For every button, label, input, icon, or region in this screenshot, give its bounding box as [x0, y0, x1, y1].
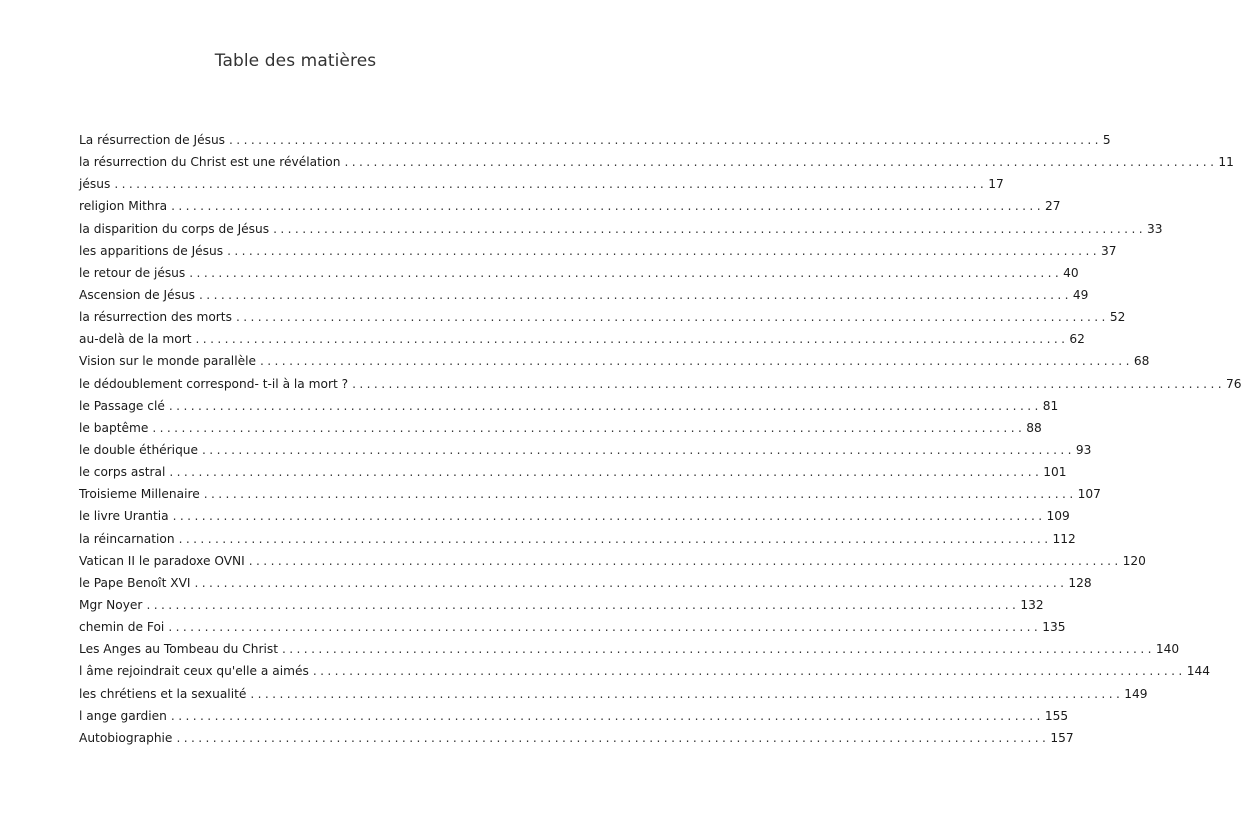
- toc-entry: [79, 284, 1089, 306]
- toc-entry-title: la disparition du corps de Jésus: [79, 221, 270, 236]
- toc-dot-leader: ........................................................................................................................: [189, 265, 1063, 280]
- toc-entry: [79, 240, 1117, 262]
- toc-dot-leader: ........................................................................................................................: [352, 376, 1225, 391]
- toc-entry: [79, 594, 1044, 616]
- toc-page-number: 40: [1063, 265, 1079, 280]
- toc-entry: [79, 218, 1163, 240]
- toc-dot-leader: ........................................................................................................................: [281, 642, 1155, 657]
- toc-dot-leader: ........................................................................................................................: [203, 487, 1077, 502]
- toc-page-number: 109: [1046, 509, 1070, 524]
- toc-entry: [79, 173, 1004, 195]
- toc-page-number: 62: [1069, 332, 1085, 347]
- toc-entry-title: Autobiographie: [79, 730, 173, 745]
- toc-entry: [79, 638, 1180, 660]
- toc-page-number: 135: [1042, 620, 1066, 635]
- toc-page-number: 112: [1052, 531, 1076, 546]
- toc-dot-leader: ........................................................................................................................: [168, 620, 1042, 635]
- toc-page-number: 5: [1102, 133, 1111, 147]
- toc-entry: [79, 373, 1242, 395]
- toc-dot-leader: ........................................................................................................................: [195, 332, 1069, 347]
- toc-page-number: 68: [1133, 354, 1150, 369]
- toc-page-number: 33: [1147, 221, 1163, 236]
- toc-dot-leader: ........................................................................................................................: [273, 221, 1146, 236]
- toc-entry-title: jésus: [79, 177, 111, 192]
- toc-entry-title: le Pape Benoît XVI: [79, 575, 191, 590]
- toc-entry-title: au-delà de la mort: [79, 332, 192, 347]
- toc-page-number: 49: [1072, 287, 1089, 302]
- toc-dot-leader: ........................................................................................................................: [250, 686, 1124, 701]
- toc-dot-leader: ........................................................................................................................: [344, 155, 1218, 170]
- toc-entry: [79, 505, 1070, 527]
- toc-entry: [79, 705, 1069, 727]
- toc-entry: [79, 550, 1146, 572]
- toc-entry: [79, 572, 1092, 594]
- toc-entry-title: Troisieme Millenaire: [79, 487, 200, 502]
- toc-page-number: 155: [1044, 708, 1069, 723]
- toc-page-number: 128: [1068, 575, 1092, 590]
- toc-entry-title: le Passage clé: [79, 398, 165, 413]
- toc-entry-title: les chrétiens et la sexualité: [79, 686, 247, 701]
- toc-entry-title: Vision sur le monde parallèle: [79, 354, 256, 369]
- toc-dot-leader: ........................................................................................................................: [176, 730, 1050, 745]
- toc-page-number: 107: [1077, 487, 1101, 502]
- toc-entry: [79, 439, 1092, 461]
- toc-entry-title: les apparitions de Jésus: [79, 243, 224, 258]
- toc-entry-title: La résurrection de Jésus: [79, 133, 226, 147]
- toc-entry: [79, 395, 1059, 417]
- toc-page-number: 17: [988, 177, 1004, 192]
- toc-entry: [79, 483, 1101, 505]
- toc-page-number: 157: [1050, 730, 1074, 745]
- toc-dot-leader: ........................................................................................................................: [152, 420, 1026, 435]
- toc-page-number: 52: [1109, 310, 1126, 325]
- toc-entry: [79, 417, 1042, 439]
- toc-entry-title: la réincarnation: [79, 531, 175, 546]
- toc-entry: [79, 683, 1148, 705]
- toc-dot-leader: ........................................................................................................................: [235, 310, 1109, 325]
- toc-page-number: 88: [1026, 420, 1042, 435]
- toc-dot-leader: ........................................................................................................................: [202, 442, 1075, 457]
- toc-entry: [79, 129, 1111, 151]
- toc-entry-title: Vatican II le paradoxe OVNI: [79, 553, 245, 568]
- toc-entry: [79, 262, 1079, 284]
- table-of-contents: [79, 129, 1242, 749]
- toc-entry-title: le double éthérique: [79, 442, 199, 457]
- toc-entry: [79, 528, 1076, 550]
- toc-entry-title: Les Anges au Tombeau du Christ: [79, 642, 278, 657]
- toc-entry-title: l ange gardien: [79, 708, 167, 723]
- toc-dot-leader: ........................................................................................................................: [194, 575, 1068, 590]
- toc-entry-title: le dédoublement correspond- t-il à la mort ?: [79, 376, 349, 391]
- toc-entry-title: Ascension de Jésus: [79, 287, 196, 302]
- toc-entry-title: Mgr Noyer: [79, 597, 143, 612]
- toc-entry: [79, 660, 1210, 682]
- toc-entry-title: chemin de Foi: [79, 620, 165, 635]
- toc-entry: [79, 195, 1061, 217]
- toc-page-number: 149: [1124, 686, 1148, 701]
- toc-dot-leader: ........................................................................................................................: [168, 398, 1042, 413]
- toc-entry-title: religion Mithra: [79, 199, 168, 214]
- toc-entry: [79, 727, 1074, 749]
- toc-page-number: 132: [1020, 597, 1044, 612]
- toc-entry: [79, 151, 1234, 173]
- toc-dot-leader: ........................................................................................................................: [227, 243, 1100, 258]
- toc-dot-leader: ........................................................................................................................: [169, 465, 1043, 480]
- toc-entry: [79, 350, 1150, 372]
- toc-entry-title: le corps astral: [79, 465, 166, 480]
- toc-entry-title: le baptême: [79, 420, 149, 435]
- page-title: Table des matières: [214, 51, 377, 71]
- toc-page-number: 76: [1226, 376, 1242, 391]
- toc-page-number: 37: [1101, 243, 1117, 258]
- toc-entry: [79, 461, 1067, 483]
- toc-dot-leader: ........................................................................................................................: [248, 553, 1122, 568]
- toc-dot-leader: ........................................................................................................................: [259, 354, 1133, 369]
- toc-dot-leader: ........................................................................................................................: [114, 177, 988, 192]
- toc-page-number: 93: [1075, 442, 1092, 457]
- toc-entry-title: l âme rejoindrait ceux qu'elle a aimés: [79, 664, 309, 679]
- toc-dot-leader: ........................................................................................................................: [199, 287, 1072, 302]
- toc-dot-leader: ........................................................................................................................: [170, 708, 1044, 723]
- toc-entry-title: la résurrection du Christ est une révélation: [79, 155, 341, 170]
- toc-page-number: 11: [1218, 155, 1234, 170]
- toc-page-number: 81: [1042, 398, 1059, 413]
- toc-dot-leader: ........................................................................................................................: [229, 133, 1102, 147]
- toc-page-number: 140: [1155, 642, 1180, 657]
- toc-entry: [79, 328, 1085, 350]
- toc-entry: [79, 306, 1126, 328]
- toc-page-number: 120: [1122, 553, 1146, 568]
- toc-page-number: 144: [1186, 664, 1210, 679]
- toc-entry-title: le retour de jésus: [79, 265, 186, 280]
- toc-page-number: 101: [1043, 465, 1067, 480]
- toc-dot-leader: ........................................................................................................................: [178, 531, 1052, 546]
- toc-entry: [79, 616, 1066, 638]
- toc-entry-title: le livre Urantia: [79, 509, 169, 524]
- toc-dot-leader: ........................................................................................................................: [172, 509, 1046, 524]
- toc-dot-leader: ........................................................................................................................: [171, 199, 1044, 214]
- toc-page-number: 27: [1044, 199, 1061, 214]
- toc-dot-leader: ........................................................................................................................: [146, 597, 1020, 612]
- toc-dot-leader: ........................................................................................................................: [312, 664, 1186, 679]
- toc-entry-title: la résurrection des morts: [79, 310, 232, 325]
